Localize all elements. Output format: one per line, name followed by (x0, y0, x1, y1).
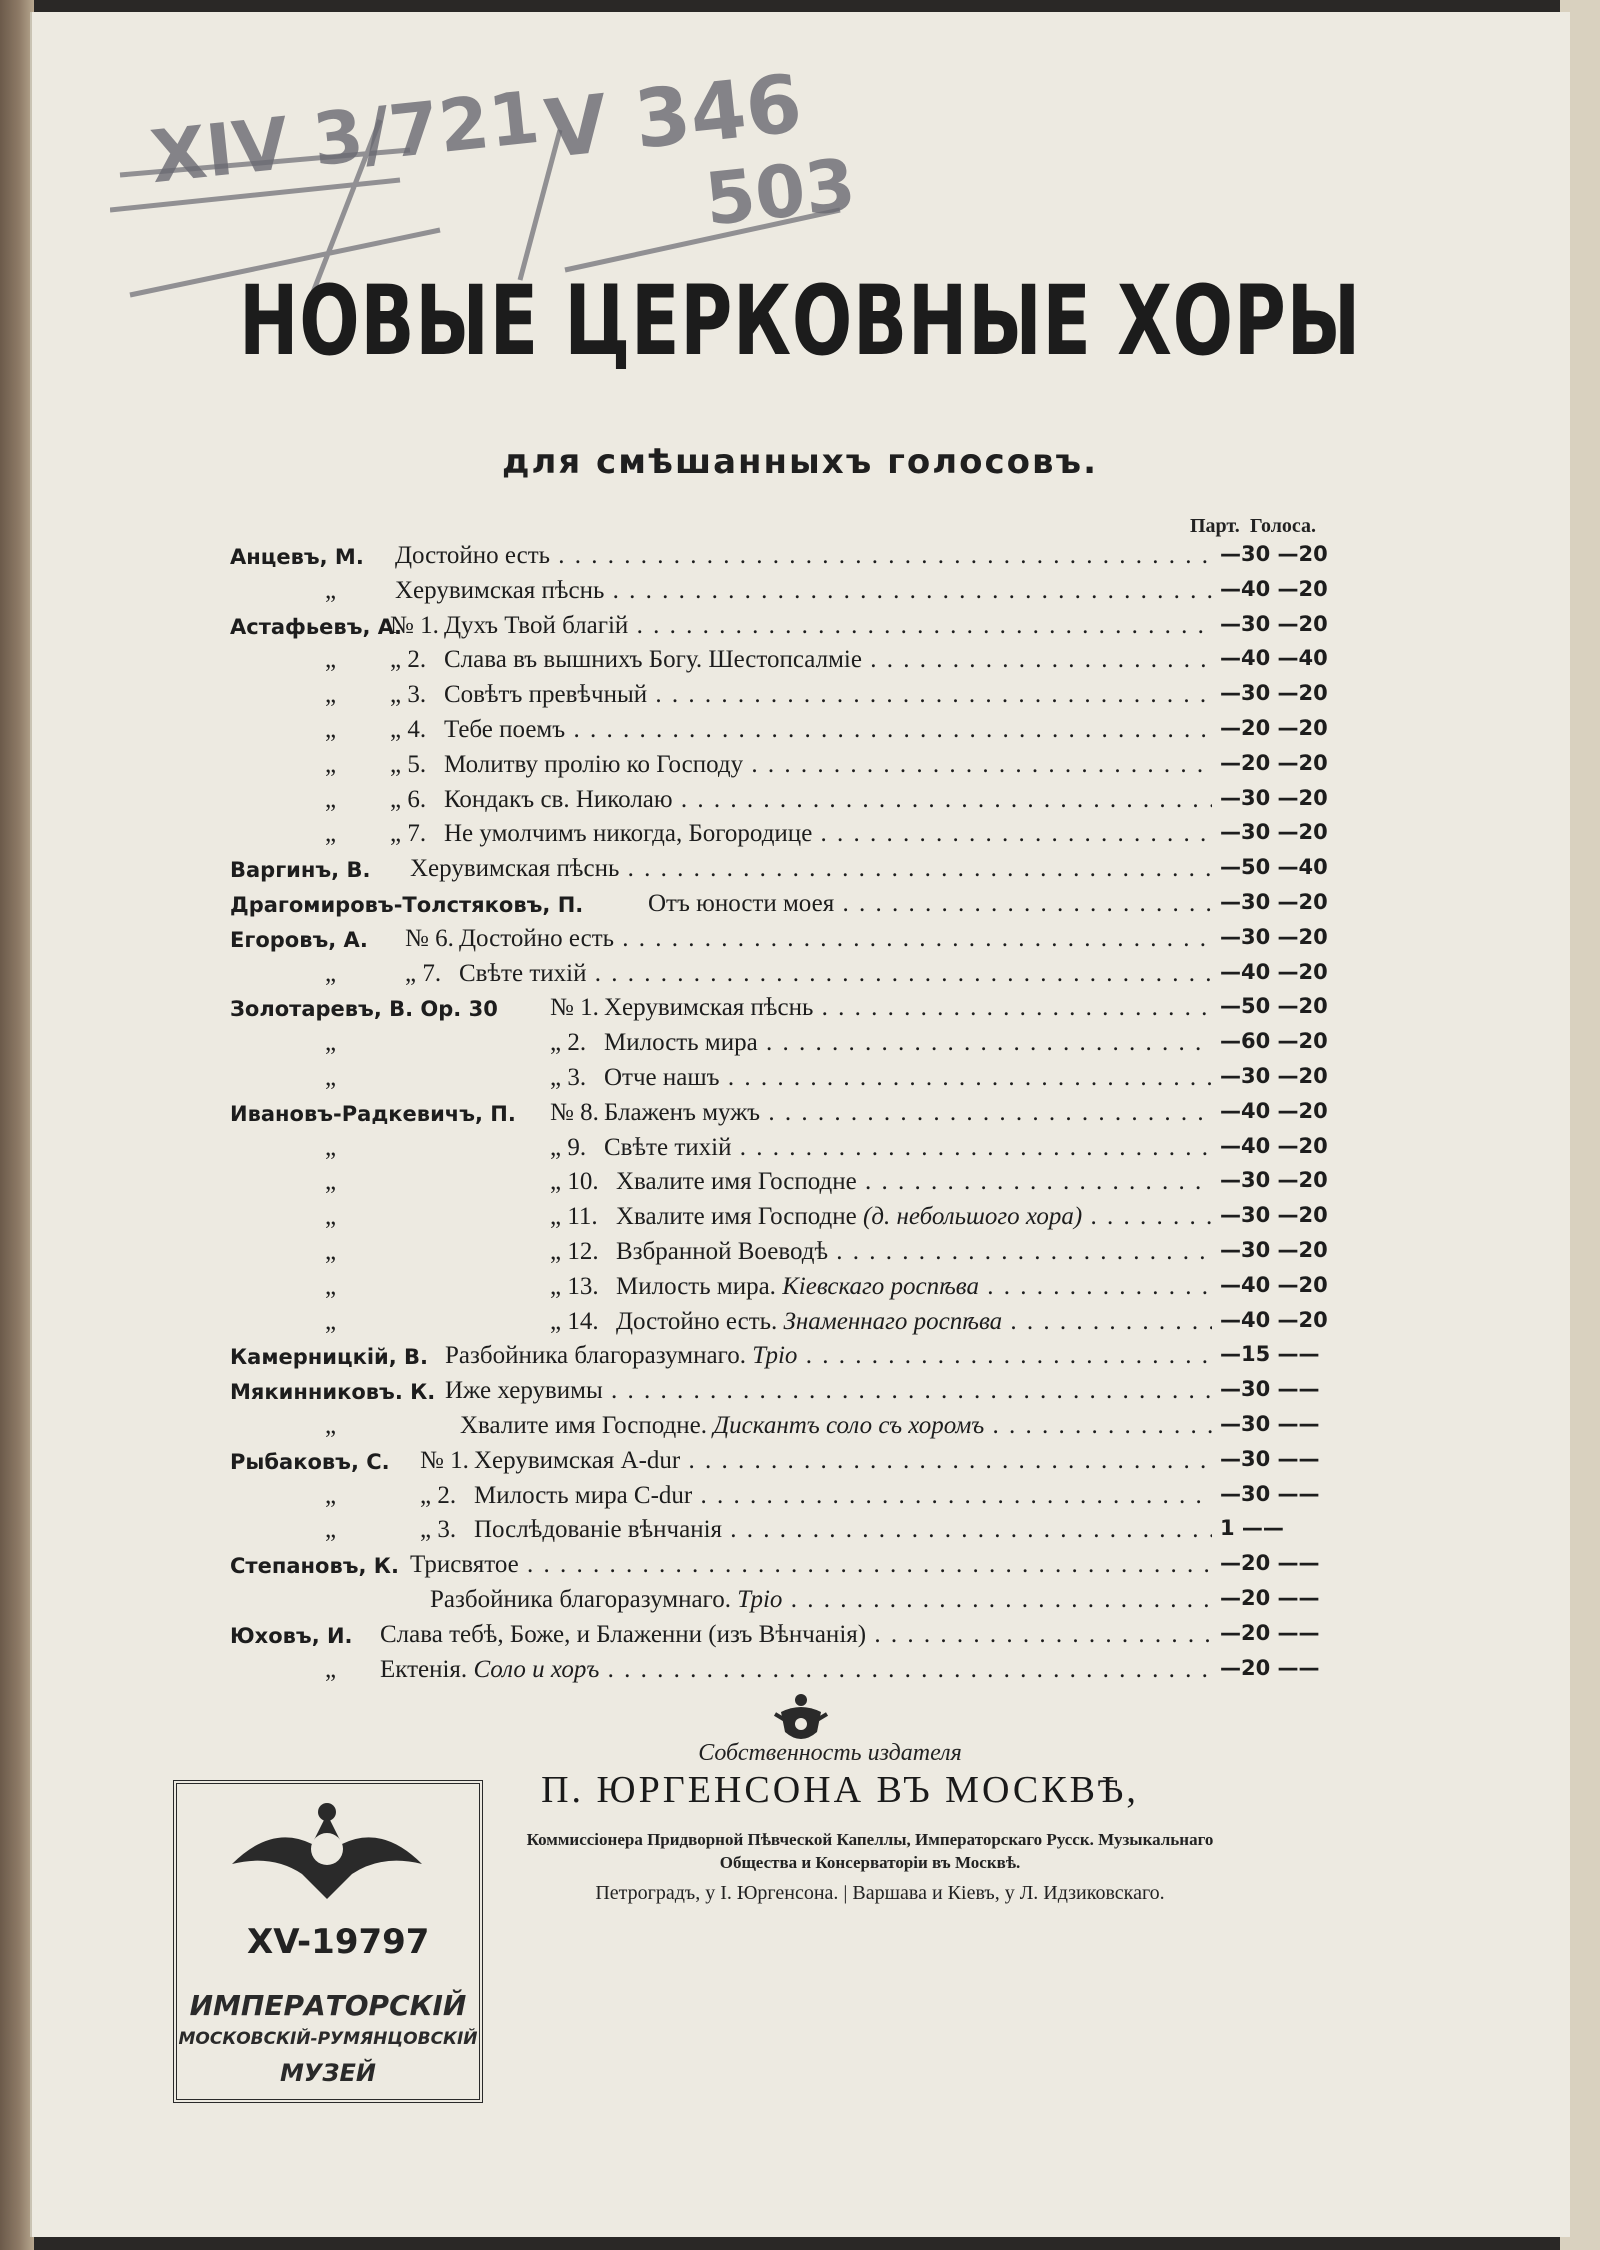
work-price: —40 —20 (1220, 1133, 1328, 1158)
work-price: —30 —20 (1220, 542, 1328, 566)
catalog-row (230, 1582, 1360, 1617)
work-title-text: Взбранной Воеводѣ (616, 1237, 829, 1265)
work-title (395, 542, 1212, 570)
work-title (445, 1342, 1212, 1370)
work-title-text: Совѣтъ превѣчный (444, 681, 648, 709)
work-title-text: Ектенiя. (380, 1655, 468, 1683)
work-title-text: Слава въ вышнихъ Богу. Шестопсалмiе (444, 646, 862, 674)
work-title (460, 1412, 1212, 1440)
work-title (444, 751, 1212, 779)
work-title (474, 1516, 1212, 1544)
work-note: Кiевскаго роспѣва (782, 1272, 979, 1300)
work-title-text: Свѣте тихiй (604, 1133, 732, 1161)
catalog-row (230, 1617, 1360, 1652)
composer-name: Анцевъ, М. (230, 545, 364, 569)
work-price: —30 —20 (1220, 681, 1328, 706)
catalog-row (230, 1269, 1360, 1304)
catalog-row (230, 608, 1360, 643)
work-number: № 6. (405, 924, 454, 952)
work-price: —20 —20 (1220, 715, 1328, 740)
work-title (604, 1029, 1212, 1057)
catalog-row (230, 956, 1360, 991)
ditto-mark: „ (325, 1063, 337, 1091)
work-number: „ 13. (550, 1272, 599, 1300)
catalog-row (230, 782, 1360, 817)
work-price: —30 —20 (1220, 889, 1328, 914)
column-header-voices: Голоса. (1250, 515, 1317, 537)
stamp-line-1: ИМПЕРАТОРСКIЙ (189, 1989, 467, 2022)
catalog-row (230, 1443, 1360, 1478)
work-number: „ 14. (550, 1307, 599, 1335)
catalog-row (230, 1164, 1360, 1199)
work-price: —30 —— (1220, 1446, 1320, 1471)
work-title (604, 1134, 1212, 1162)
catalog-row (230, 886, 1360, 921)
catalog-row (230, 1408, 1360, 1443)
work-title (444, 820, 1212, 848)
stamp-eagle-icon (232, 1794, 422, 1904)
catalog-row (230, 747, 1360, 782)
work-title-text: Блаженъ мужъ (604, 1098, 761, 1126)
catalog-row (230, 851, 1360, 886)
work-title-text: Не умолчимъ никогда, Богородице (444, 820, 813, 848)
work-title (616, 1308, 1212, 1336)
museum-stamp (173, 1780, 483, 2103)
work-number: „ 6. (390, 785, 427, 813)
work-title-text: Слава тебѣ, Боже, и Блаженни (изъ Вѣнчанiя) (380, 1620, 867, 1648)
work-number: „ 3. (390, 681, 427, 709)
ditto-mark: „ (325, 1029, 337, 1057)
work-title (410, 1551, 1212, 1579)
catalog-row (230, 1478, 1360, 1513)
stamp-inventory-number: XV-19797 (247, 1922, 430, 1962)
work-title (616, 1203, 1212, 1231)
catalog-row (230, 921, 1360, 956)
composer-name: Камерницкiй, В. (230, 1345, 429, 1370)
catalog-row (230, 538, 1360, 573)
work-number: № 1. (390, 611, 439, 639)
work-price: —30 —— (1220, 1411, 1320, 1436)
ditto-mark: „ (325, 1168, 337, 1196)
handwritten-note-secondary: 503 (701, 142, 860, 242)
work-title (380, 1621, 1212, 1649)
catalog-row (230, 1095, 1360, 1130)
catalog-row (230, 1373, 1360, 1408)
ditto-mark: „ (325, 1133, 337, 1161)
page-title: НОВЫЕ ЦЕРКОВНЫЕ ХОРЫ (239, 265, 1361, 377)
work-number: № 1. (550, 994, 599, 1022)
composer-name: Драгомировъ-Толстяковъ, П. (230, 892, 584, 917)
work-number: „ 2. (550, 1029, 587, 1057)
work-number: „ 10. (550, 1168, 599, 1196)
work-title-text: Достойно есть (459, 924, 615, 952)
ditto-mark: „ (325, 646, 337, 674)
catalog-row (230, 1547, 1360, 1582)
work-number: „ 11. (550, 1203, 598, 1231)
work-title-text: Милость мира. (616, 1272, 776, 1300)
work-number: „ 3. (550, 1063, 587, 1091)
composer-name: Астафьевъ, А. (230, 614, 402, 639)
work-note: Соло и хоръ (473, 1655, 600, 1683)
work-price: —20 —— (1220, 1585, 1320, 1610)
work-title (604, 994, 1212, 1022)
publisher-credentials-1: Коммиссiонера Придворной Пѣвческой Капеллы, Императорскаго Русск. Музыкальнаго (526, 1830, 1214, 1849)
work-title (430, 1586, 1212, 1614)
work-title-text: Трисвятое (410, 1551, 519, 1579)
work-price: —30 —20 (1220, 785, 1328, 810)
publisher-name: П. ЮРГЕНСОНА ВЪ МОСКВѢ, (541, 1769, 1139, 1811)
work-price: —30 —20 (1220, 611, 1328, 636)
ditto-mark: „ (325, 959, 337, 987)
work-price: —20 —— (1220, 1620, 1320, 1645)
catalog-row (230, 1130, 1360, 1165)
work-title (444, 716, 1212, 744)
work-title (604, 1099, 1212, 1127)
ditto-mark: „ (325, 576, 337, 604)
work-title (380, 1656, 1212, 1684)
work-note: Трiо (752, 1342, 798, 1370)
ditto-mark: „ (325, 1237, 337, 1265)
work-price: —30 —20 (1220, 1237, 1328, 1262)
ditto-mark: „ (325, 1481, 337, 1509)
work-price: —30 —20 (1220, 820, 1328, 845)
catalog-row (230, 677, 1360, 712)
work-price: —40 —20 (1220, 1272, 1328, 1297)
work-title-text: Молитву пролiю ко Господу (444, 750, 744, 778)
composer-name: Варгинъ, В. (230, 858, 371, 883)
ditto-mark: „ (325, 1203, 337, 1231)
catalog-row (230, 712, 1360, 747)
work-price: —40 —20 (1220, 1098, 1328, 1123)
catalog-row (230, 1338, 1360, 1373)
catalog-row (230, 1199, 1360, 1234)
work-title (616, 1238, 1212, 1266)
work-price: —30 —— (1220, 1377, 1320, 1402)
work-price: —40 —20 (1220, 576, 1328, 601)
ditto-mark: „ (325, 750, 337, 778)
work-title (604, 1064, 1212, 1092)
work-price: —40 —20 (1220, 1307, 1328, 1332)
work-title-text: Херувимская A-dur (474, 1446, 681, 1474)
work-title (616, 1273, 1212, 1301)
work-price: —60 —20 (1220, 1029, 1328, 1054)
work-price: —30 —20 (1220, 1168, 1328, 1193)
work-title (474, 1447, 1212, 1475)
catalog-row (230, 1060, 1360, 1095)
catalog-row (230, 1304, 1360, 1339)
composer-name: Степановъ, К. (230, 1554, 399, 1579)
ditto-mark: „ (325, 681, 337, 709)
work-price: —30 —20 (1220, 1203, 1328, 1228)
ditto-mark: „ (325, 820, 337, 848)
work-number: „ 3. (420, 1516, 457, 1544)
work-title-text: Отче нашъ (604, 1063, 720, 1091)
work-title (648, 890, 1212, 918)
work-price: —30 —— (1220, 1481, 1320, 1506)
work-title-text: Послѣдованiе вѣнчанiя (474, 1516, 723, 1544)
work-price: —30 —20 (1220, 924, 1328, 949)
work-title (459, 925, 1212, 953)
composer-name: Рыбаковъ, С. (230, 1449, 390, 1474)
ditto-mark: „ (325, 1307, 337, 1335)
work-title (474, 1482, 1212, 1510)
work-title-text: Разбойника благоразумнаго. (430, 1585, 731, 1613)
work-title (444, 612, 1212, 640)
stamp-line-2: МОСКОВСКIЙ-РУМЯНЦОВСКIЙ (178, 2029, 478, 2049)
work-number: „ 7. (405, 959, 442, 987)
work-title-text: Достойно есть (395, 542, 551, 569)
left-board-edge (0, 0, 34, 2250)
work-title-text: Духъ Твой благiй (444, 611, 629, 639)
work-title-text: Хвалите имя Господне (616, 1168, 857, 1196)
work-price: —20 —— (1220, 1551, 1320, 1576)
work-title-text: Милость мира C-dur (474, 1481, 693, 1509)
work-title (616, 1168, 1212, 1196)
work-title (445, 1377, 1212, 1405)
publisher-branches: Петроградъ, у I. Юргенсона. | Варшава и Кiевъ, у Л. Идзиковскаго. (595, 1882, 1165, 1904)
work-title-text: Иже херувимы (445, 1377, 603, 1405)
column-header-part: Парт. (1190, 515, 1240, 537)
catalog-row (230, 642, 1360, 677)
page-subtitle: для смѣшанныхъ голосовъ. (502, 442, 1098, 482)
stamp-line-3: МУЗЕЙ (280, 2059, 376, 2087)
work-price: —40 —40 (1220, 646, 1328, 671)
work-title (395, 577, 1212, 605)
ditto-mark: „ (325, 1411, 337, 1439)
work-note: Трiо (737, 1585, 783, 1613)
work-number: № 8. (550, 1098, 599, 1126)
work-title-text: Отъ юности моея (648, 889, 835, 917)
publisher-label: Собственность издателя (698, 1740, 962, 1766)
handwritten-note-shelfmark: XIV 3/721 (146, 74, 544, 200)
work-number: „ 4. (390, 715, 427, 743)
work-title (410, 855, 1212, 883)
work-title-text: Свѣте тихiй (459, 959, 587, 987)
work-title-text: Достойно есть. (616, 1307, 778, 1335)
work-title-text: Херувимская пѣснь (604, 994, 814, 1022)
work-title-text: Херувимская пѣснь (410, 855, 620, 883)
work-title-text: Херувимская пѣснь (395, 576, 605, 604)
work-title-text: Хвалите имя Господне (616, 1203, 857, 1231)
work-title (444, 646, 1212, 674)
work-number: № 1. (420, 1446, 469, 1474)
ditto-mark: „ (325, 1272, 337, 1300)
publisher-credentials-2: Общества и Консерваторiи въ Москвѣ. (719, 1853, 1021, 1872)
catalog-row (230, 1234, 1360, 1269)
work-price: —30 —20 (1220, 1063, 1328, 1088)
catalog-row (230, 573, 1360, 608)
catalog-row (230, 816, 1360, 851)
composer-name: Ивановъ-Радкевичъ, П. (230, 1101, 516, 1126)
work-number: „ 2. (420, 1481, 457, 1509)
work-number: „ 12. (550, 1237, 599, 1265)
composer-name: Мякинниковъ. К. (230, 1380, 436, 1405)
work-number: „ 7. (390, 820, 427, 848)
work-price: —40 —20 (1220, 959, 1328, 984)
composer-name: Юховъ, И. (230, 1623, 353, 1648)
composer-name: Золотаревъ, В. Ор. 30 (230, 997, 498, 1022)
work-price: —15 —— (1220, 1342, 1320, 1367)
work-title-text: Кондакъ св. Николаю (444, 785, 673, 813)
work-number: „ 9. (550, 1133, 587, 1161)
ditto-mark: „ (325, 715, 337, 743)
catalog-row (230, 1512, 1360, 1547)
work-title-text: Разбойника благоразумнаго. (445, 1342, 746, 1370)
ditto-mark: „ (325, 785, 337, 813)
work-title-text: Хвалите имя Господне. (460, 1411, 707, 1439)
catalog-row (230, 990, 1360, 1025)
work-price: —50 —20 (1220, 994, 1328, 1019)
work-number: „ 2. (390, 646, 427, 674)
work-title-text: Милость мира (604, 1029, 758, 1057)
work-note: Знаменнаго роспѣва (783, 1307, 1003, 1335)
work-title (459, 960, 1212, 988)
work-price: —20 —20 (1220, 750, 1328, 775)
work-note: (д. небольшого хора) (863, 1203, 1083, 1231)
ditto-mark: „ (325, 1655, 337, 1683)
work-price: —50 —40 (1220, 855, 1328, 880)
work-number: „ 5. (390, 750, 427, 778)
work-note: Дискантъ соло съ хоромъ (713, 1411, 985, 1439)
work-price: 1 —— (1220, 1516, 1284, 1541)
catalog-row (230, 1025, 1360, 1060)
composer-name: Егоровъ, А. (230, 927, 368, 952)
works-catalog (230, 538, 1360, 1686)
catalog-row (230, 1652, 1360, 1687)
work-title-text: Тебе поемъ (444, 715, 566, 743)
handwritten-note-number: V 346 (540, 56, 806, 177)
work-title (444, 786, 1212, 814)
ditto-mark: „ (325, 1516, 337, 1544)
work-title (444, 681, 1212, 709)
work-price: —20 —— (1220, 1655, 1320, 1680)
